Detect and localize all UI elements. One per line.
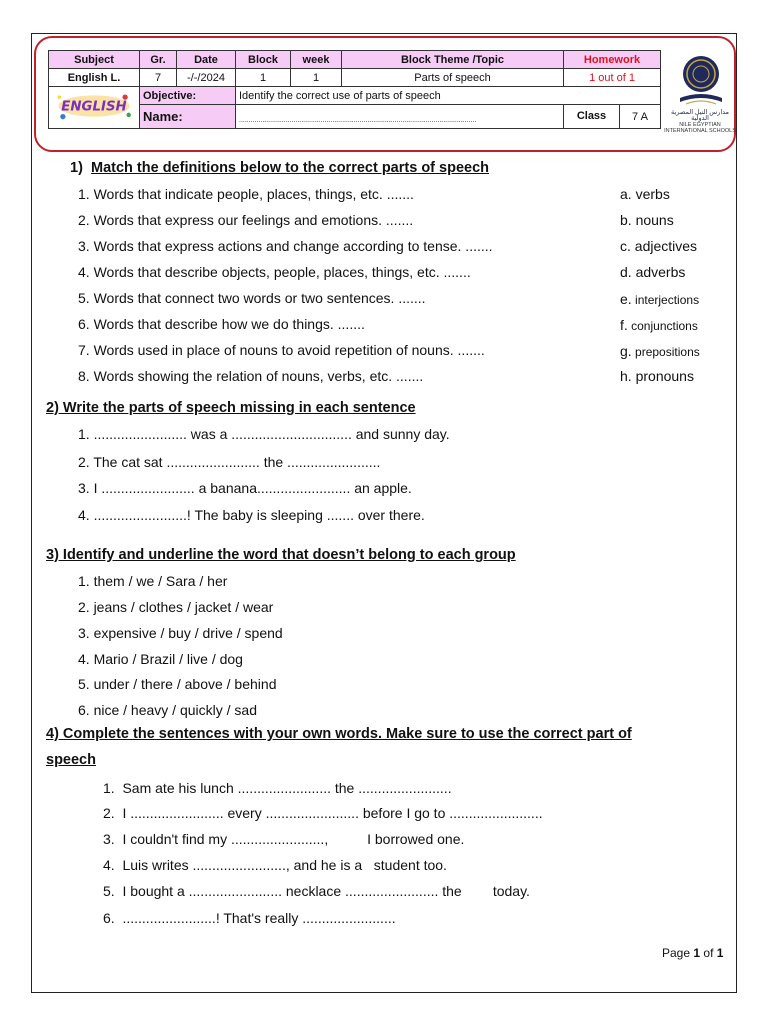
q4-title: 4) Complete the sentences with your own words. Make sure to use the correct part of (46, 726, 632, 742)
q1-option: a. verbs (620, 186, 670, 202)
q1-item: 5. Words that connect two words or two sentences. ....... (78, 290, 426, 306)
q2-item: 1. ........................ was a ............................... and sunny day. (78, 426, 450, 442)
class-cell (564, 105, 661, 129)
block-label: Block (236, 51, 291, 69)
q1-item: 1. Words that indicate people, places, things, etc. ....... (78, 186, 414, 202)
q2-item: 4. ........................! The baby is sleeping ....... over there. (78, 507, 425, 523)
q1-option: f. conjunctions (620, 317, 698, 333)
q1-title: Match the definitions below to the correct parts of speech (91, 160, 489, 176)
homework-value: 1 out of 1 (564, 69, 661, 87)
subject-value: English L. (49, 69, 140, 87)
week-value: 1 (291, 69, 342, 87)
q4-item: 3. I couldn't find my ........................, I borrowed one. (103, 831, 465, 847)
q1-option: d. adverbs (620, 264, 686, 280)
header-table (48, 50, 661, 129)
date-label: Date (177, 51, 236, 69)
q3-item: 4. Mario / Brazil / live / dog (78, 651, 243, 667)
grade-value: 7 (140, 69, 177, 87)
q4-item: 2. I ........................ every ........................ before I go to ........................ (103, 805, 543, 821)
theme-value: Parts of speech (342, 69, 564, 87)
name-field[interactable]: .......................................................................................................................... (236, 105, 564, 129)
page-number: Page 1 of 1 (662, 946, 724, 960)
q3-title: 3) Identify and underline the word that doesn’t belong to each group (46, 547, 516, 563)
q4-item: 4. Luis writes ........................, and he is a student too. (103, 857, 447, 873)
q1-item: 7. Words used in place of nouns to avoid repetition of nouns. ....... (78, 342, 485, 358)
q1-item: 4. Words that describe objects, people, places, things, etc. ....... (78, 264, 471, 280)
q1-number: 1) (70, 160, 83, 176)
english-logo-icon (49, 90, 139, 122)
q4-title-cont: speech (46, 752, 96, 768)
school-name-en: NILE EGYPTIAN INTERNATIONAL SCHOOLS (664, 122, 736, 134)
q1-option: b. nouns (620, 212, 674, 228)
date-value: -/-/2024 (177, 69, 236, 87)
school-name (664, 110, 736, 134)
name-label: Name: (140, 105, 236, 129)
q1-option: h. pronouns (620, 368, 694, 384)
q1-item: 8. Words showing the relation of nouns, verbs, etc. ....... (78, 368, 424, 384)
q2-item: 2. The cat sat ........................ the ........................ (78, 454, 381, 470)
q1-item: 6. Words that describe how we do things. ....... (78, 316, 365, 332)
q2-item: 3. I ........................ a banana........................ an apple. (78, 480, 412, 496)
q4-item: 6. ........................! That's really ........................ (103, 910, 396, 926)
q2-title: 2) Write the parts of speech missing in each sentence (46, 400, 416, 416)
q3-item: 3. expensive / buy / drive / spend (78, 625, 283, 641)
q3-item: 2. jeans / clothes / jacket / wear (78, 599, 274, 615)
week-label: week (291, 51, 342, 69)
q1-option: e. interjections (620, 291, 700, 307)
homework-label: Homework (564, 51, 661, 69)
q1-item: 3. Words that express actions and change according to tense. ....... (78, 238, 493, 254)
q1-option: c. adjectives (620, 238, 698, 254)
school-name-ar: مدارس النيل المصرية الدولية (670, 109, 730, 122)
q3-item: 6. nice / heavy / quickly / sad (78, 702, 257, 718)
class-label: Class (564, 105, 620, 128)
block-value: 1 (236, 69, 291, 87)
q4-item: 1. Sam ate his lunch ........................ the ........................ (103, 780, 452, 796)
q3-item: 5. under / there / above / behind (78, 676, 277, 692)
objective-text: Identify the correct use of parts of speech (236, 87, 661, 105)
q1-item: 2. Words that express our feelings and emotions. ....... (78, 212, 414, 228)
svg-text:ENGLISH: ENGLISH (61, 99, 127, 115)
class-value: 7 A (632, 110, 648, 123)
q1-option: g. prepositions (620, 343, 700, 359)
objective-label: Objective: (140, 87, 236, 105)
q3-item: 1. them / we / Sara / her (78, 573, 228, 589)
english-logo-cell (49, 87, 140, 129)
theme-label: Block Theme /Topic (342, 51, 564, 69)
subject-label: Subject (49, 51, 140, 69)
grade-label: Gr. (140, 51, 177, 69)
q4-item: 5. I bought a ........................ necklace ........................ the today. (103, 883, 530, 899)
